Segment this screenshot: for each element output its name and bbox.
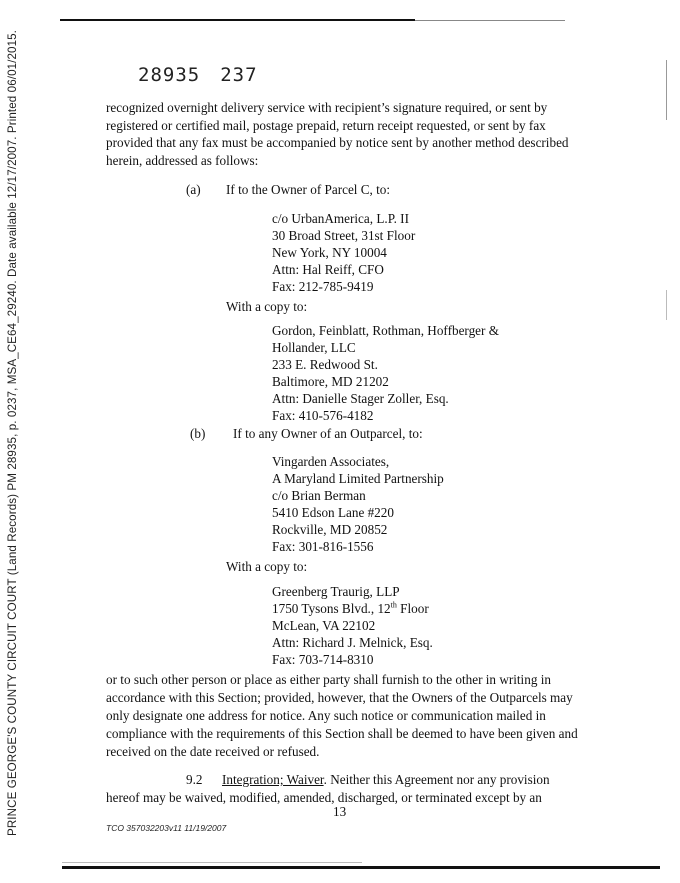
address-line: Fax: 301-816-1556 bbox=[272, 539, 374, 554]
address-line: 1750 Tysons Blvd., 12th Floor bbox=[272, 600, 429, 616]
address-line: c/o Brian Berman bbox=[272, 488, 366, 503]
court-record-stamp: PRINCE GEORGE'S COUNTY CIRCUIT COURT (Land Records) PM 28935, p. 0237, MSA_CE64_29240. Date available 12/17/2007. Printed 06/01/2015. bbox=[6, 29, 19, 836]
bottom-rule bbox=[62, 866, 660, 869]
address-line: Attn: Danielle Stager Zoller, Esq. bbox=[272, 391, 449, 406]
page-number: 13 bbox=[333, 804, 347, 819]
address-line: McLean, VA 22102 bbox=[272, 618, 376, 633]
text-line: only designate one address for notice. Any such notice or communication mailed in bbox=[106, 708, 546, 723]
address-line: New York, NY 10004 bbox=[272, 245, 387, 260]
scan-mark bbox=[666, 290, 667, 320]
address-line: Fax: 410-576-4182 bbox=[272, 408, 374, 423]
address-line: Rockville, MD 20852 bbox=[272, 522, 388, 537]
address-line: 30 Broad Street, 31st Floor bbox=[272, 228, 416, 243]
item-marker: (a) bbox=[186, 182, 201, 197]
item-text: If to the Owner of Parcel C, to: bbox=[226, 182, 391, 197]
book-page-stamp bbox=[138, 64, 258, 86]
address-line: Fax: 212-785-9419 bbox=[272, 279, 374, 294]
address-line: Attn: Richard J. Melnick, Esq. bbox=[272, 635, 433, 650]
copy-label: With a copy to: bbox=[226, 559, 308, 574]
address-line: Vingarden Associates, bbox=[272, 454, 390, 469]
top-rule bbox=[60, 19, 415, 21]
text-line: accordance with this Section; provided, however, that the Owners of the Outparcels may bbox=[106, 690, 573, 705]
section-number: 9.2 bbox=[186, 772, 203, 787]
page-stamp: 237 bbox=[220, 64, 258, 86]
address-line: Attn: Hal Reiff, CFO bbox=[272, 262, 384, 277]
text-line: or to such other person or place as either party shall furnish to the other in writing in bbox=[106, 672, 551, 687]
book-number: 28935 bbox=[138, 64, 201, 86]
address-line: c/o UrbanAmerica, L.P. II bbox=[272, 211, 409, 226]
address-line: Gordon, Feinblatt, Rothman, Hoffberger & bbox=[272, 323, 499, 338]
copy-label: With a copy to: bbox=[226, 299, 308, 314]
text-line: compliance with the requirements of this Section shall be deemed to have been given and bbox=[106, 726, 578, 741]
top-rule-faint bbox=[415, 20, 565, 21]
section-heading-line: Integration; Waiver. Neither this Agreement nor any provision bbox=[222, 772, 550, 787]
document-id-footer: TCO 357032203v11 11/19/2007 bbox=[106, 823, 227, 833]
bottom-rule-faint bbox=[62, 862, 362, 863]
scan-mark bbox=[666, 60, 667, 120]
item-text: If to any Owner of an Outparcel, to: bbox=[233, 426, 423, 441]
text-line: herein, addressed as follows: bbox=[106, 153, 259, 168]
address-line: A Maryland Limited Partnership bbox=[272, 471, 444, 486]
address-line: Fax: 703-714-8310 bbox=[272, 652, 374, 667]
address-line: 233 E. Redwood St. bbox=[272, 357, 378, 372]
text-line: hereof may be waived, modified, amended, discharged, or terminated except by an bbox=[106, 790, 542, 805]
text-line: recognized overnight delivery service with recipient’s signature required, or sent by bbox=[106, 100, 548, 115]
address-line: Baltimore, MD 21202 bbox=[272, 374, 389, 389]
text-line: registered or certified mail, postage prepaid, return receipt requested, or sent by fax bbox=[106, 118, 546, 133]
section-title: Integration; Waiver bbox=[222, 772, 324, 787]
address-line: Hollander, LLC bbox=[272, 340, 356, 355]
text-line: received on the date received or refused. bbox=[106, 744, 320, 759]
item-marker: (b) bbox=[190, 426, 206, 441]
address-line: 5410 Edson Lane #220 bbox=[272, 505, 394, 520]
text-line: provided that any fax must be accompanied by notice sent by another method described bbox=[106, 135, 569, 150]
address-line: Greenberg Traurig, LLP bbox=[272, 584, 400, 599]
